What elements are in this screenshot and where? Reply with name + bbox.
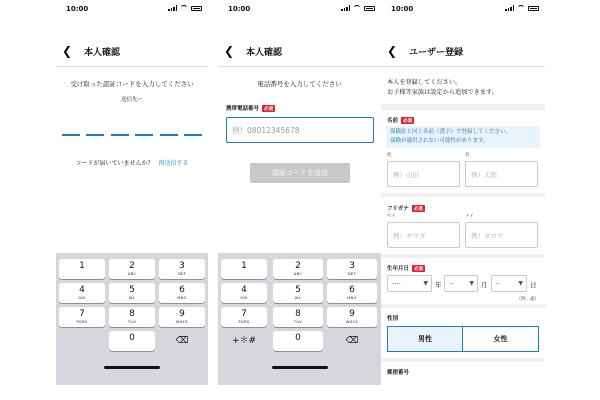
chevron-down-icon: ▼ — [423, 280, 428, 287]
key-1[interactable]: 1 — [59, 259, 105, 279]
page-title: 本人確認 — [246, 48, 283, 58]
key-7[interactable]: 7 PQRS — [59, 307, 105, 327]
send-code-button[interactable]: 認証コードを送信 — [250, 163, 350, 183]
divider — [56, 66, 208, 67]
birth-date-label: 生年月日 — [387, 266, 410, 272]
verify-code-screen — [56, 0, 208, 400]
required-badge: 必須 — [403, 118, 413, 124]
divider — [218, 66, 381, 67]
chevron-down-icon: ▼ — [518, 280, 523, 287]
status-time: 10:00 — [228, 5, 251, 13]
status-time: 10:00 — [391, 5, 414, 13]
month-unit: 月 — [481, 281, 488, 289]
key-3[interactable]: 3 DEF — [159, 259, 205, 279]
day-unit: 日 — [530, 281, 537, 289]
wifi-icon — [517, 5, 525, 11]
status-bar — [56, 0, 208, 16]
intro-text: 本人を登録してください。 お子様等家族は設定から追加できます。 — [387, 79, 498, 96]
status-bar — [381, 0, 545, 16]
section-separator — [381, 358, 545, 362]
otp-digit[interactable] — [111, 134, 129, 136]
instruction-text: 電話番号を入力してください — [257, 80, 342, 88]
birth-note: （例…歳） — [516, 297, 539, 302]
back-icon[interactable]: ❮ — [387, 44, 398, 58]
gender-male-option[interactable]: 男性 — [387, 326, 463, 352]
resend-prompt: コードが届いていませんか？ — [75, 160, 154, 167]
destination-label: 送信先ー — [120, 97, 143, 103]
status-time: 10:00 — [66, 5, 89, 13]
required-badge: 必須 — [264, 106, 274, 112]
battery-icon — [528, 6, 539, 11]
key-0[interactable]: 0 — [273, 331, 323, 351]
numeric-keypad — [56, 253, 208, 385]
otp-digit[interactable] — [160, 134, 178, 136]
home-indicator — [272, 366, 328, 369]
key-7[interactable]: 7 PQRS — [221, 307, 267, 327]
otp-digit[interactable] — [184, 134, 202, 136]
signal-icon — [168, 5, 177, 11]
birth-month-select[interactable]: -- ▼ — [444, 275, 478, 292]
last-kana-input[interactable]: 例）ヤマダ — [387, 222, 460, 248]
birth-year-select[interactable]: ---- ▼ — [387, 275, 432, 292]
key-9[interactable]: 9 WXYZ — [327, 307, 377, 327]
symbols-key[interactable]: +＊# — [231, 336, 257, 346]
signal-icon — [341, 5, 350, 11]
resend-link[interactable]: 再送信する — [158, 160, 189, 167]
key-2[interactable]: 2 ABC — [109, 259, 155, 279]
phone-entry-screen — [218, 0, 381, 400]
backspace-icon[interactable]: ⌫ — [175, 336, 189, 346]
key-4[interactable]: 4 GHI — [59, 283, 105, 303]
back-icon[interactable]: ❮ — [224, 44, 235, 58]
furigana-label: フリガナ — [387, 206, 409, 212]
phone-input[interactable]: 例）08012345678 — [226, 117, 374, 143]
key-5[interactable]: 5 JKL — [109, 283, 155, 303]
otp-digit[interactable] — [86, 134, 104, 136]
key-5[interactable]: 5 JKL — [273, 283, 323, 303]
otp-input[interactable] — [62, 134, 202, 136]
key-3[interactable]: 3 DEF — [327, 259, 377, 279]
nav-bar — [56, 42, 208, 62]
otp-digit[interactable] — [62, 134, 80, 136]
section-separator — [381, 193, 545, 197]
first-name-input[interactable]: 例）太郎 — [465, 161, 538, 187]
otp-digit[interactable] — [135, 134, 153, 136]
chevron-down-icon: ▼ — [469, 280, 474, 287]
birth-day-select[interactable]: -- ▼ — [491, 275, 527, 292]
gender-label: 性別 — [387, 316, 399, 322]
first-name-label: 名 — [465, 153, 470, 158]
last-name-label: 姓 — [387, 153, 392, 158]
postal-code-label: 郵便番号 — [387, 370, 410, 376]
key-1[interactable]: 1 — [221, 259, 267, 279]
page-title: ユーザー登録 — [409, 48, 464, 58]
back-icon[interactable]: ❮ — [62, 44, 73, 58]
key-2[interactable]: 2 ABC — [273, 259, 323, 279]
key-6[interactable]: 6 MNO — [327, 283, 377, 303]
battery-icon — [364, 6, 375, 11]
key-4[interactable]: 4 GHI — [221, 283, 267, 303]
page-title: 本人確認 — [84, 48, 121, 58]
name-label: 名前 — [387, 118, 399, 124]
status-bar — [218, 0, 381, 16]
nav-bar — [218, 42, 381, 62]
last-name-input[interactable]: 例）山田 — [387, 161, 460, 187]
gender-female-option[interactable]: 女性 — [462, 326, 539, 352]
section-separator — [381, 304, 545, 308]
user-registration-screen — [381, 0, 545, 400]
signal-icon — [505, 5, 514, 11]
key-8[interactable]: 8 TUV — [109, 307, 155, 327]
nav-bar — [381, 42, 545, 62]
year-unit: 年 — [435, 281, 442, 289]
section-separator — [381, 104, 545, 110]
required-badge: 必須 — [413, 206, 423, 212]
home-indicator — [104, 366, 160, 369]
phone-label: 携帯電話番号 — [226, 106, 260, 112]
key-8[interactable]: 8 TUV — [273, 307, 323, 327]
key-6[interactable]: 6 MNO — [159, 283, 205, 303]
wifi-icon — [180, 5, 188, 11]
first-kana-label: メイ — [465, 214, 474, 219]
backspace-icon[interactable]: ⌫ — [345, 336, 359, 346]
name-note: 保険証と同じ名前（漢字）で登録してください。 保険が適用されない可能性があります。 — [386, 126, 540, 148]
numeric-keypad — [218, 253, 381, 385]
key-9[interactable]: 9 WXYZ — [159, 307, 205, 327]
last-kana-label: セイ — [387, 214, 396, 219]
section-separator — [381, 254, 545, 258]
wifi-icon — [353, 5, 361, 11]
battery-icon — [191, 6, 202, 11]
divider — [381, 66, 545, 67]
first-kana-input[interactable]: 例）タロウ — [465, 222, 538, 248]
key-0[interactable]: 0 — [109, 331, 155, 351]
instruction-text: 受け取った認証コードを入力してください — [70, 80, 194, 88]
required-badge: 必須 — [414, 266, 424, 272]
